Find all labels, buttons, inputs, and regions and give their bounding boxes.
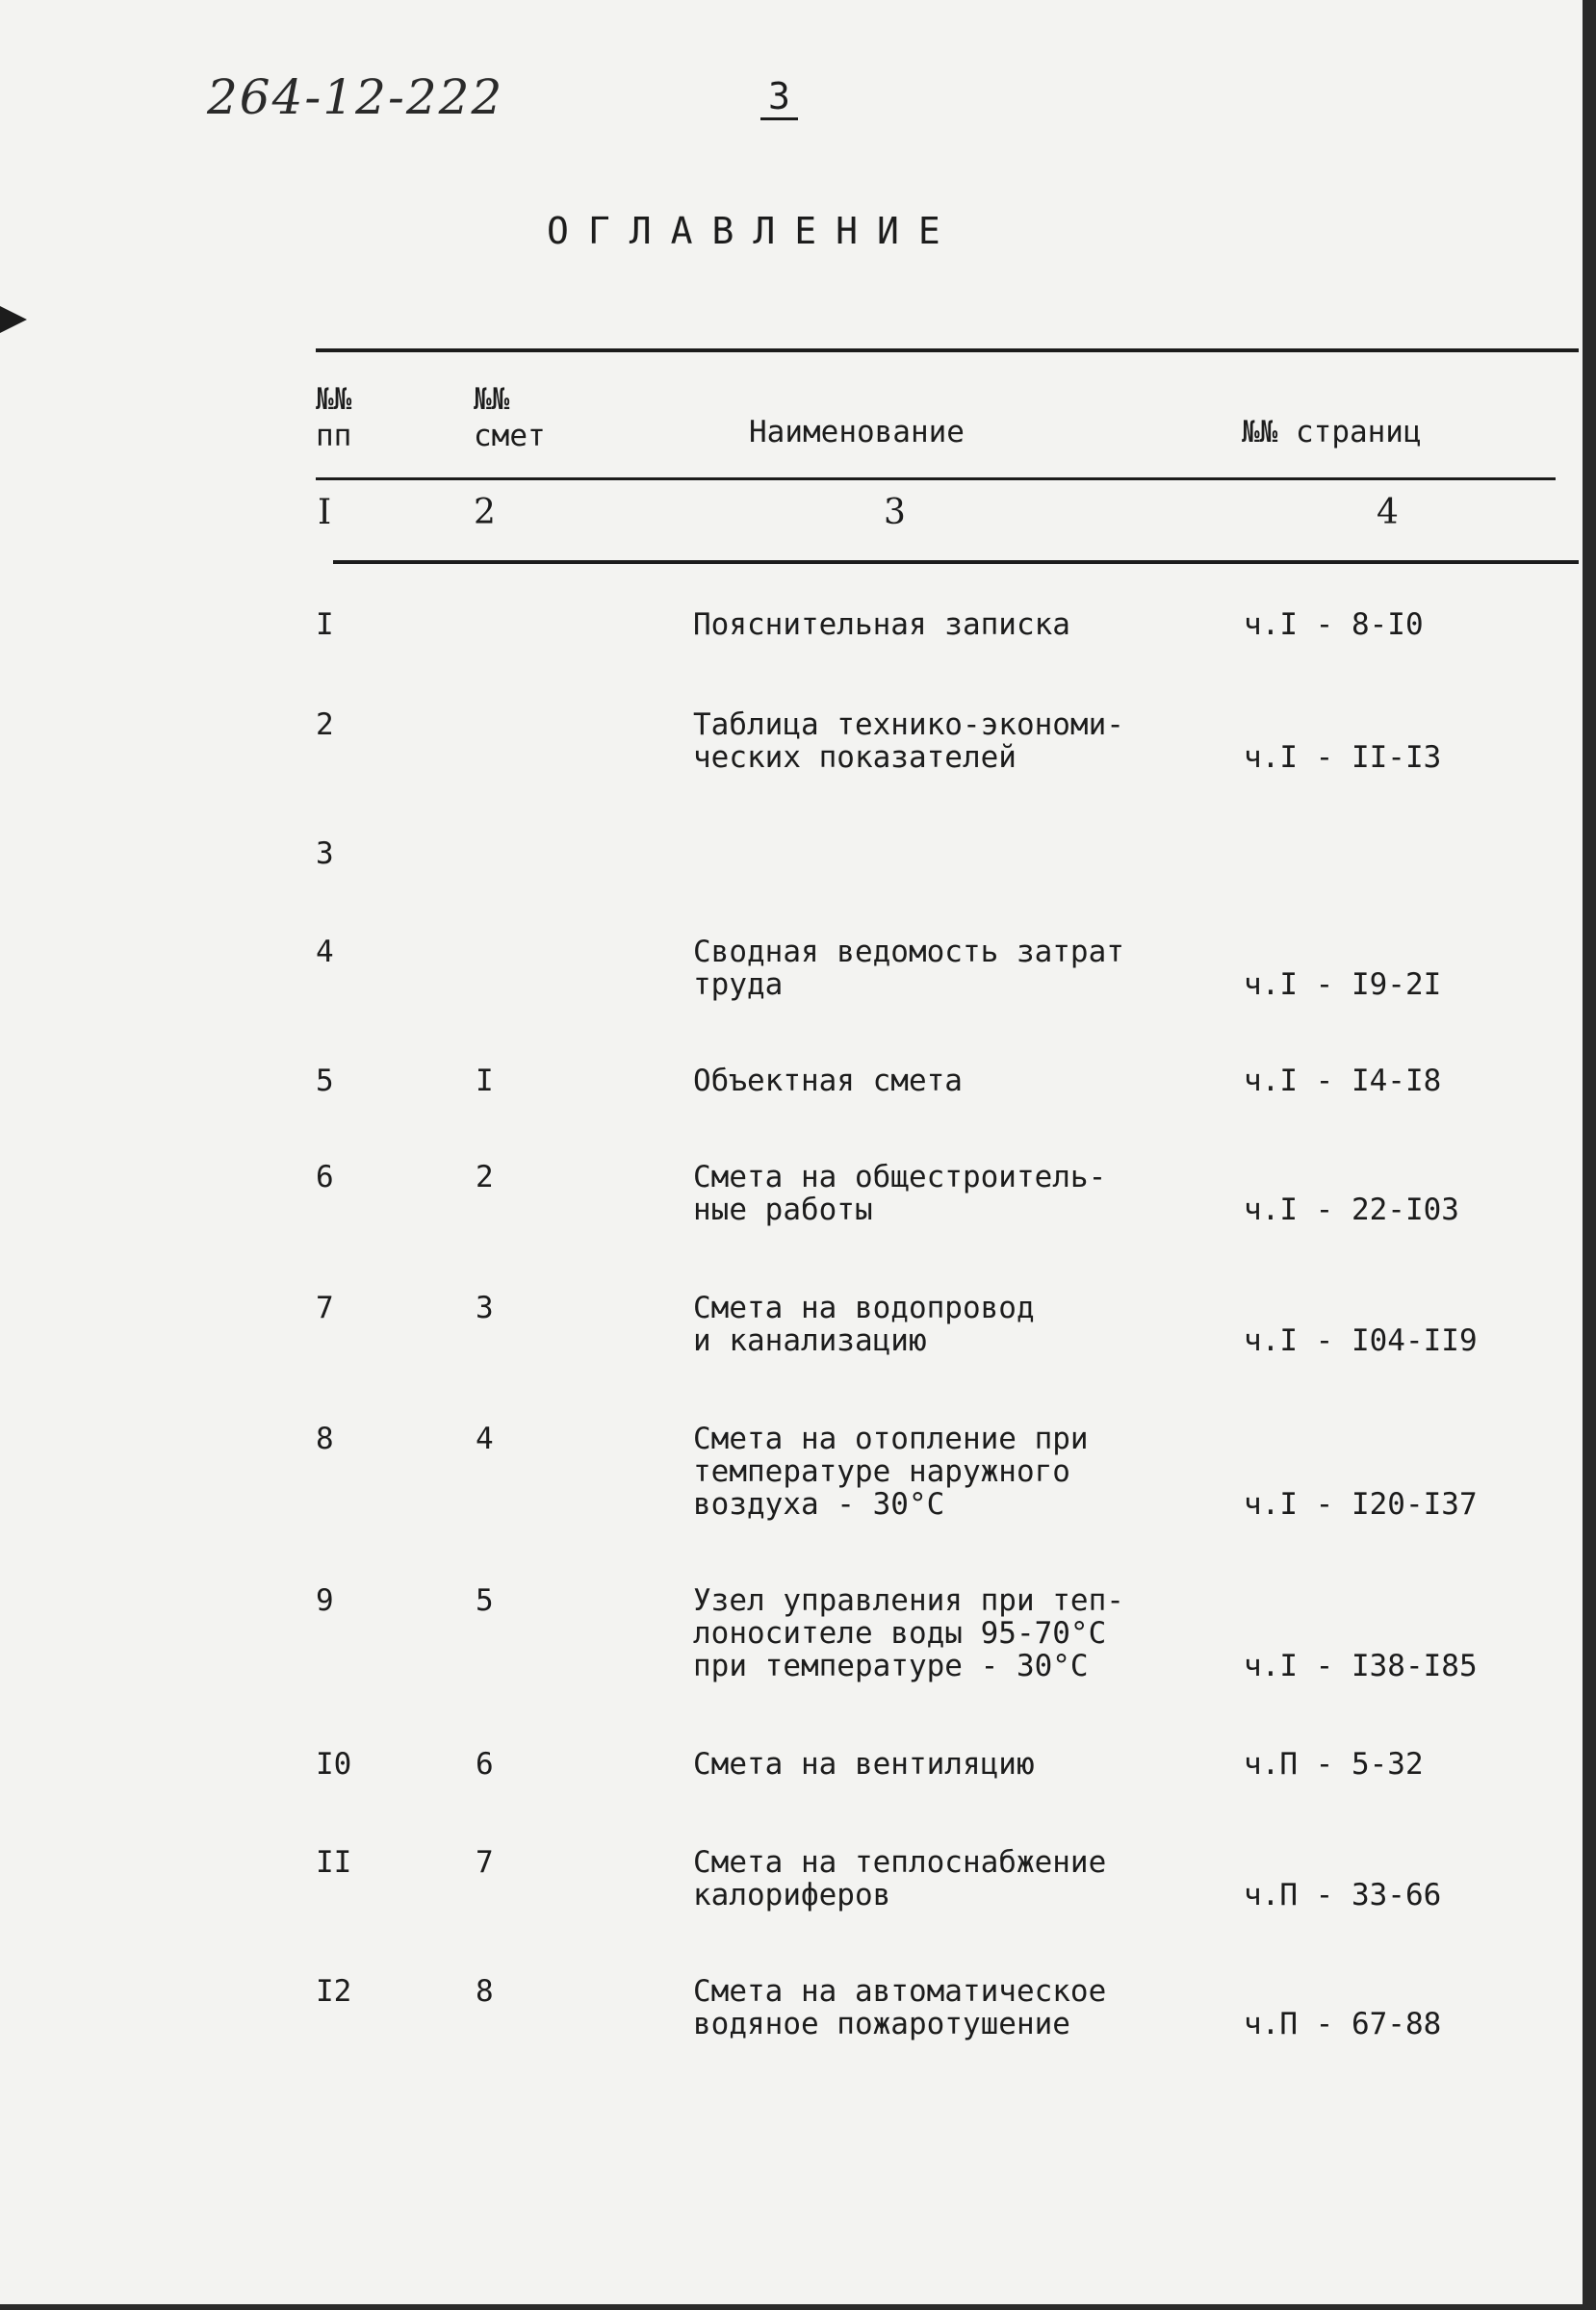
header-col-pages: №№ страниц <box>1242 415 1422 449</box>
column-numbers-bottom-rule <box>333 560 1579 564</box>
row-number: 5 <box>316 1064 334 1098</box>
margin-arrow-mark <box>0 306 27 333</box>
row-smet-number: I <box>476 1064 494 1098</box>
row-pages: ч.I - I04-II9 <box>1244 1323 1478 1358</box>
row-pages: ч.I - I38-I85 <box>1244 1649 1478 1683</box>
document-code: 264-12-222 <box>207 69 504 125</box>
row-number: 8 <box>316 1422 334 1456</box>
row-smet-number: 8 <box>476 1974 494 2009</box>
row-number: I0 <box>316 1747 352 1782</box>
row-smet-number: 6 <box>476 1747 494 1782</box>
row-number: 9 <box>316 1583 334 1618</box>
row-pages: ч.I - 22-I03 <box>1244 1193 1459 1227</box>
column-number-4: 4 <box>1377 493 1399 532</box>
row-smet-number: 5 <box>476 1583 494 1618</box>
row-number: II <box>316 1845 352 1880</box>
row-name: Смета на автоматическое водяное пожаротушение <box>693 1974 1107 2041</box>
row-smet-number: 3 <box>476 1291 494 1325</box>
row-pages: ч.I - II-I3 <box>1244 740 1442 775</box>
page-edge <box>1583 0 1596 2310</box>
header-col-smet: №№ смет <box>474 382 546 453</box>
header-col-num: №№ пп <box>316 382 352 453</box>
row-pages: ч.I - I20-I37 <box>1244 1487 1478 1522</box>
row-smet-number: 4 <box>476 1422 494 1456</box>
row-number: 4 <box>316 935 334 969</box>
table-top-rule <box>316 348 1579 352</box>
row-smet-number: 2 <box>476 1160 494 1194</box>
row-name: Объектная смета <box>693 1064 963 1098</box>
column-number-3: 3 <box>884 493 906 532</box>
row-pages: ч.I - I4-I8 <box>1244 1064 1442 1098</box>
row-pages: ч.П - 33-66 <box>1244 1878 1442 1912</box>
row-name: Узел управления при теп- лоносителе воды 95-70°С при температуре - 30°С <box>693 1583 1124 1683</box>
row-name: Смета на вентиляцию <box>693 1747 1035 1782</box>
row-pages: ч.I - I9-2I <box>1244 967 1442 1002</box>
row-name: Смета на общестроитель- ные работы <box>693 1160 1107 1227</box>
row-number: I <box>316 607 334 642</box>
column-number-2: 2 <box>474 493 496 532</box>
row-smet-number: 7 <box>476 1845 494 1880</box>
row-number: 6 <box>316 1160 334 1194</box>
row-pages: ч.П - 67-88 <box>1244 2007 1442 2041</box>
page-bottom-edge <box>0 2304 1596 2310</box>
column-number-1: I <box>318 493 332 532</box>
row-name: Таблица технико-экономи- ческих показателей <box>693 707 1124 775</box>
row-name: Сводная ведомость затрат труда <box>693 935 1124 1002</box>
page-title: ОГЛАВЛЕНИЕ <box>547 210 960 252</box>
page-number: 3 <box>760 75 798 120</box>
row-name: Смета на отопление при температуре наружного воздуха - 30°С <box>693 1422 1089 1522</box>
row-number: 7 <box>316 1291 334 1325</box>
row-number: 2 <box>316 707 334 742</box>
row-number: I2 <box>316 1974 352 2009</box>
row-pages: ч.I - 8-I0 <box>1244 607 1424 642</box>
row-name: Пояснительная записка <box>693 607 1070 642</box>
row-pages: ч.П - 5-32 <box>1244 1747 1424 1782</box>
header-bottom-rule <box>316 477 1556 480</box>
header-col-name: Наименование <box>749 415 965 449</box>
row-name: Смета на водопровод и канализацию <box>693 1291 1035 1358</box>
row-number: 3 <box>316 836 334 871</box>
row-name: Смета на теплоснабжение калориферов <box>693 1845 1107 1912</box>
